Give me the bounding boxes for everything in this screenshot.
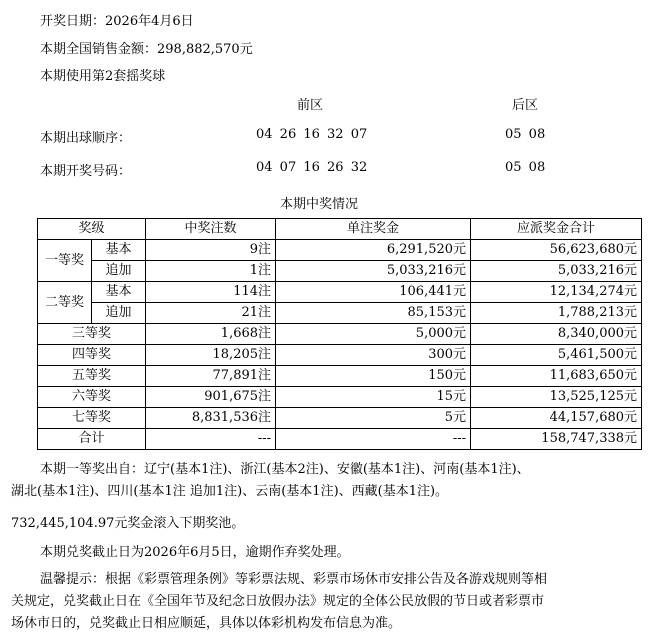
draw-date: 开奖日期：2026年4月6日 [40,14,194,29]
rollover-amount: 732,445,104.97元奖金滚入下期奖池。 [11,516,245,531]
first-prize-origin-line: 本期一等奖出自：辽宁(基本1注)、浙江(基本2注)、安徽(基本1注)、河南(基本1注)、 [40,462,530,477]
total-cell: 12,134,274元 [471,282,642,303]
tip-paragraph [11,569,630,635]
table-total-row [38,429,642,450]
tip-line: 场休市日的，兑奖截止日相应顺延，具体以体彩机构发布信息为准。 [11,616,402,631]
table-row [38,408,642,429]
level-cell: 六等奖 [38,387,146,408]
prize-cell: --- [276,429,471,450]
draw-order-back: 05 08 [505,127,546,142]
total-cell: 11,683,650元 [471,366,642,387]
prize-cell: 150元 [276,366,471,387]
claim-deadline: 本期兑奖截止日为2026年6月5日，逾期作弃奖处理。 [40,545,350,560]
count-cell: 1注 [146,261,276,282]
table-row [38,345,642,366]
first-prize-origin [11,459,630,503]
table-row [38,387,642,408]
front-zone-heading: 前区 [297,98,324,113]
table-row [38,324,642,345]
table-row [38,240,642,261]
total-cell: 5,461,500元 [471,345,642,366]
table-header-row [38,219,642,240]
back-zone-heading: 后区 [512,98,539,113]
second-prize-label: 二等奖 [38,282,92,324]
count-cell: 9注 [146,240,276,261]
basic-label: 基本 [92,282,146,303]
winning-numbers-front: 04 07 16 26 32 [256,160,368,175]
draw-order-front: 04 26 16 32 07 [256,127,368,142]
table-title: 本期中奖情况 [280,197,359,212]
total-cell: 44,157,680元 [471,408,642,429]
extra-label: 追加 [92,261,146,282]
prize-table [37,218,642,450]
count-cell: 18,205注 [146,345,276,366]
table-row [38,366,642,387]
table-row [38,303,642,324]
prize-cell: 5,000元 [276,324,471,345]
sales-amount: 本期全国销售金额：298,882,570元 [40,42,253,57]
tip-line: 关规定，兑奖截止日在《全国年节及纪念日放假办法》规定的全体公民放假的节日或者彩票市 [11,594,545,609]
level-cell: 四等奖 [38,345,146,366]
level-cell: 三等奖 [38,324,146,345]
table-row [38,261,642,282]
count-cell: 8,831,536注 [146,408,276,429]
prize-cell: 85,153元 [276,303,471,324]
level-cell: 七等奖 [38,408,146,429]
prize-cell: 5元 [276,408,471,429]
table-row [38,282,642,303]
basic-label: 基本 [92,240,146,261]
header-level: 奖级 [38,219,146,240]
total-cell: 13,525,125元 [471,387,642,408]
total-label: 合计 [38,429,146,450]
level-cell: 五等奖 [38,366,146,387]
total-cell: 8,340,000元 [471,324,642,345]
header-count: 中奖注数 [146,219,276,240]
first-prize-label: 一等奖 [38,240,92,282]
ball-set-info: 本期使用第2套摇奖球 [40,69,166,84]
tip-line: 温馨提示：根据《彩票管理条例》等彩票法规、彩票市场休市安排公告及各游戏规则等相 [40,572,548,587]
winning-numbers-label: 本期开奖号码： [40,164,132,179]
header-total: 应派奖金合计 [471,219,642,240]
count-cell: 1,668注 [146,324,276,345]
prize-cell: 106,441元 [276,282,471,303]
header-prize: 单注奖金 [276,219,471,240]
draw-order-label: 本期出球顺序： [40,131,132,146]
extra-label: 追加 [92,303,146,324]
total-cell: 158,747,338元 [471,429,642,450]
count-cell: 114注 [146,282,276,303]
count-cell: --- [146,429,276,450]
count-cell: 21注 [146,303,276,324]
prize-cell: 300元 [276,345,471,366]
count-cell: 77,891注 [146,366,276,387]
prize-cell: 6,291,520元 [276,240,471,261]
winning-numbers-back: 05 08 [505,160,546,175]
total-cell: 56,623,680元 [471,240,642,261]
prize-cell: 15元 [276,387,471,408]
total-cell: 5,033,216元 [471,261,642,282]
count-cell: 901,675注 [146,387,276,408]
first-prize-origin-line: 湖北(基本1注)、四川(基本1注 追加1注)、云南(基本1注)、西藏(基本1注)。 [11,484,449,499]
total-cell: 1,788,213元 [471,303,642,324]
prize-cell: 5,033,216元 [276,261,471,282]
